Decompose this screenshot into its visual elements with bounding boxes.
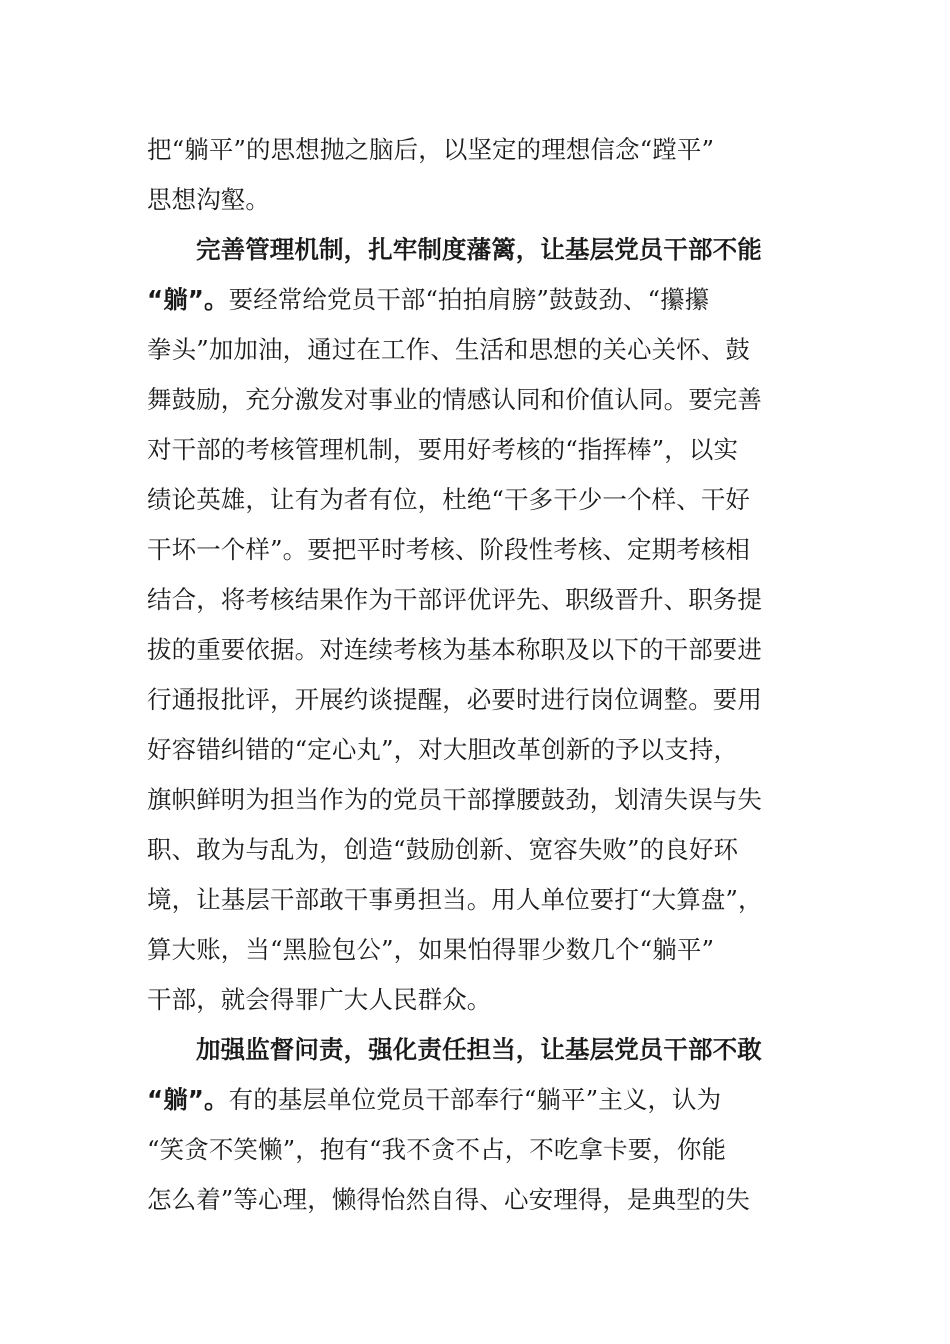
line-text: 把“躺平”的思想抛之脑后，以坚定的理想信念“蹚平” [147, 135, 715, 164]
paragraph-line [147, 580, 762, 620]
line-text: 怎么着”等心理，懒得怡然自得、心安理得，是典型的失 [147, 1185, 751, 1214]
line-text: 旗帜鲜明为担当作为的党员干部撑腰鼓劲，划清失误与失 [147, 785, 762, 814]
paragraph-line [147, 380, 762, 420]
line-text: 绩论英雄，让有为者有位，杜绝“干多干少一个样、干好 [147, 485, 751, 514]
line-text: 干坏一个样”。要把平时考核、阶段性考核、定期考核相 [147, 535, 751, 564]
line-text: 拳头”加加油，通过在工作、生活和思想的关心关怀、鼓 [147, 335, 751, 364]
paragraph-line [147, 280, 709, 320]
line-text: 干部，就会得罪广大人民群众。 [147, 985, 492, 1014]
section-heading-line [196, 1030, 762, 1070]
section-heading: “躺”。 [147, 285, 229, 314]
line-text: 行通报批评，开展约谈提醒，必要时进行岗位调整。要用 [147, 685, 762, 714]
paragraph-line [147, 180, 270, 220]
line-text: “笑贪不笑懒”，抱有“我不贪不占，不吃拿卡要，你能 [147, 1135, 727, 1164]
paragraph-line [147, 130, 714, 170]
line-text: 拔的重要依据。对连续考核为基本称职及以下的干部要进 [147, 635, 762, 664]
line-text: 对干部的考核管理机制，要用好考核的“指挥棒”，以实 [147, 435, 739, 464]
line-text: 算大账，当“黑脸包公”，如果怕得罪少数几个“躺平” [147, 935, 715, 964]
paragraph-line [147, 430, 738, 470]
line-text: 舞鼓励，充分激发对事业的情感认同和价值认同。要完善 [147, 385, 762, 414]
paragraph-line [147, 680, 762, 720]
line-text: 有的基层单位党员干部奉行“躺平”主义，认为 [228, 1085, 722, 1114]
line-text: 好容错纠错的“定心丸”，对大胆改革创新的予以支持， [147, 735, 739, 764]
section-heading: 完善管理机制，扎牢制度藩篱，让基层党员干部不能 [196, 235, 762, 264]
paragraph-line [147, 630, 762, 670]
paragraph-line [147, 980, 491, 1020]
line-text: 境，让基层干部敢干事勇担当。用人单位要打“大算盘”， [147, 885, 763, 914]
paragraph-line [147, 530, 750, 570]
paragraph-line [147, 730, 738, 770]
section-heading: “躺”。 [147, 1085, 229, 1114]
section-heading: 加强监督问责，强化责任担当，让基层党员干部不敢 [196, 1035, 762, 1064]
line-text: 要经常给党员干部“拍拍肩膀”鼓鼓劲、“攥攥 [228, 285, 710, 314]
line-text: 职、敢为与乱为，创造“鼓励创新、宽容失败”的良好环 [147, 835, 739, 864]
paragraph-line [147, 830, 738, 870]
paragraph-line [147, 930, 714, 970]
line-text: 结合，将考核结果作为干部评优评先、职级晋升、职务提 [147, 585, 762, 614]
paragraph-line [147, 1130, 726, 1170]
paragraph-line [147, 780, 762, 820]
paragraph-line [147, 480, 750, 520]
paragraph-line [147, 330, 750, 370]
line-text: 思想沟壑。 [147, 185, 270, 214]
paragraph-line [147, 880, 763, 920]
paragraph-line [147, 1080, 721, 1120]
paragraph-line [147, 1180, 750, 1220]
section-heading-line [196, 230, 762, 270]
